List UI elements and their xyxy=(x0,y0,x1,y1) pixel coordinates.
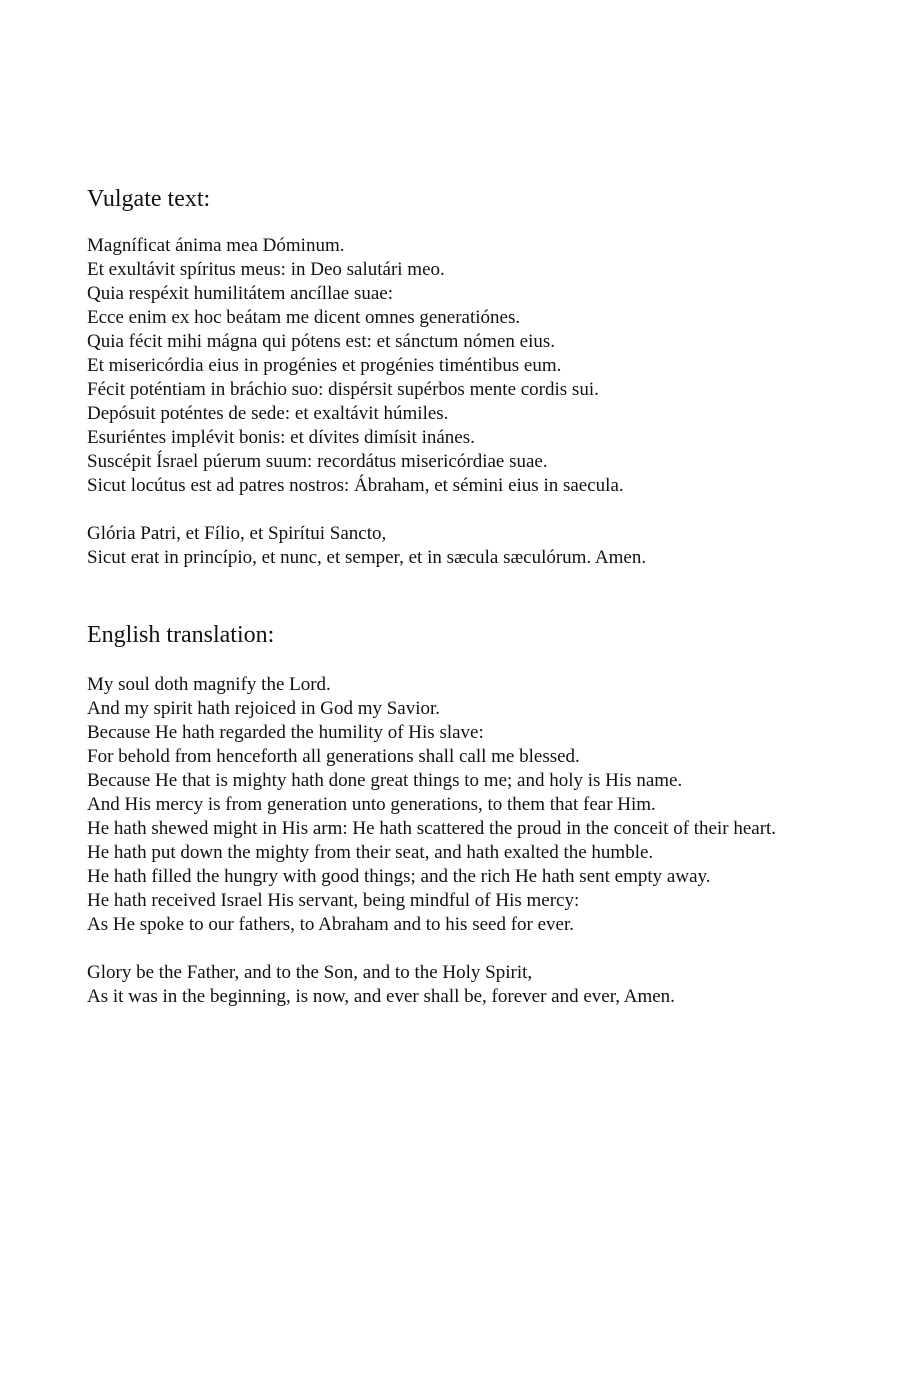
english-verse: He hath filled the hungry with good things; and the rich He hath sent empty away. xyxy=(87,866,711,887)
english-verse: And my spirit hath rejoiced in God my Savior. xyxy=(87,698,441,719)
vulgate-doxology xyxy=(87,522,877,570)
english-verse: As He spoke to our fathers, to Abraham and to his seed for ever. xyxy=(87,914,575,935)
english-verse: He hath put down the mighty from their seat, and hath exalted the humble. xyxy=(87,842,654,863)
english-doxology xyxy=(87,961,877,1009)
vulgate-verse: Depósuit poténtes de sede: et exaltávit húmiles. xyxy=(87,403,449,424)
english-verse: And His mercy is from generation unto generations, to them that fear Him. xyxy=(87,794,656,815)
vulgate-verse: Suscépit Ísrael púerum suum: recordátus misericórdiae suae. xyxy=(87,451,548,472)
vulgate-verses xyxy=(87,234,877,498)
vulgate-verse: Sicut locútus est ad patres nostros: Ábraham, et sémini eius in saecula. xyxy=(87,475,624,496)
english-heading: English translation: xyxy=(87,622,275,648)
vulgate-verse: Fécit poténtiam in bráchio suo: dispérsit supérbos mente cordis sui. xyxy=(87,379,599,400)
vulgate-verse: Quia respéxit humilitátem ancíllae suae: xyxy=(87,283,394,304)
english-verse: He hath received Israel His servant, being mindful of His mercy: xyxy=(87,890,580,911)
vulgate-doxology-line: Glória Patri, et Fílio, et Spirítui Sancto, xyxy=(87,523,387,544)
english-verse: Because He that is mighty hath done great things to me; and holy is His name. xyxy=(87,770,683,791)
vulgate-verse: Et exultávit spíritus meus: in Deo salutári meo. xyxy=(87,259,445,280)
vulgate-verse: Esuriéntes implévit bonis: et dívites dimísit inánes. xyxy=(87,427,475,448)
vulgate-heading: Vulgate text: xyxy=(87,186,211,212)
english-verse: Because He hath regarded the humility of His slave: xyxy=(87,722,484,743)
english-verse: My soul doth magnify the Lord. xyxy=(87,674,331,695)
vulgate-verse: Ecce enim ex hoc beátam me dicent omnes generatiónes. xyxy=(87,307,521,328)
vulgate-doxology-line: Sicut erat in princípio, et nunc, et semper, et in sæcula sæculórum. Amen. xyxy=(87,547,647,568)
english-doxology-line: As it was in the beginning, is now, and ever shall be, forever and ever, Amen. xyxy=(87,986,675,1007)
english-section xyxy=(87,621,877,1009)
english-verse: He hath shewed might in His arm: He hath scattered the proud in the conceit of their heart. xyxy=(87,818,777,839)
vulgate-verse: Quia fécit mihi mágna qui pótens est: et sánctum nómen eius. xyxy=(87,331,556,352)
vulgate-verse: Et misericórdia eius in progénies et progénies timéntibus eum. xyxy=(87,355,562,376)
english-verse: For behold from henceforth all generations shall call me blessed. xyxy=(87,746,580,767)
vulgate-verse: Magníficat ánima mea Dóminum. xyxy=(87,235,345,256)
vulgate-section xyxy=(87,185,877,570)
english-doxology-line: Glory be the Father, and to the Son, and to the Holy Spirit, xyxy=(87,962,533,983)
english-verses xyxy=(87,673,877,937)
